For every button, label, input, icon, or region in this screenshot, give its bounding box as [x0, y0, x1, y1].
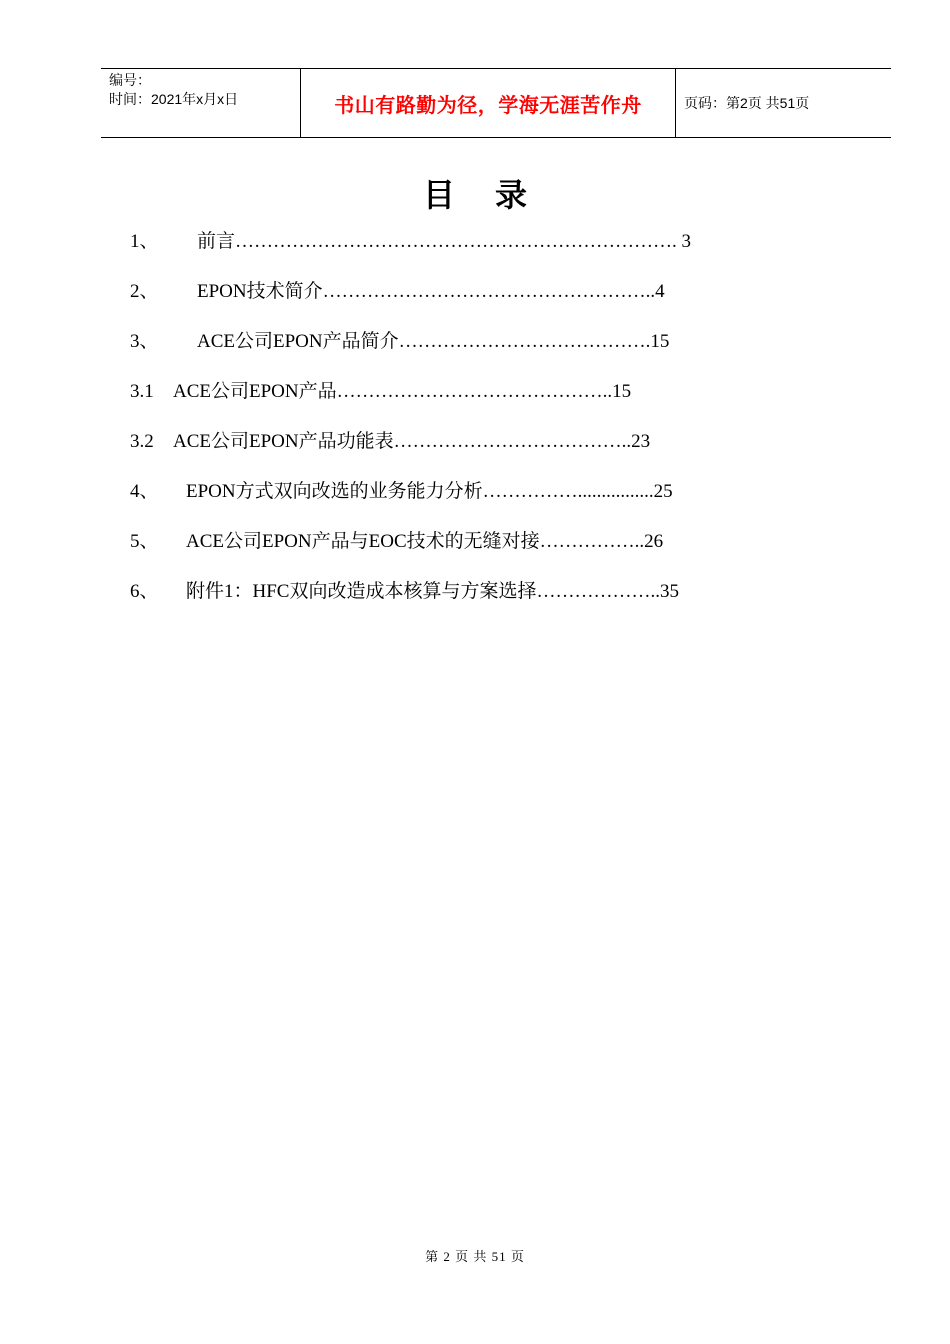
toc-entry-text: EPON方式双向改选的业务能力分析……………................25 [186, 481, 673, 502]
number-label: 编号： [109, 72, 151, 88]
toc-entry[interactable] [130, 479, 673, 505]
header-page-code: 页码：第2页 共51页 [684, 95, 810, 111]
time-label: 时间：2021年x月x日 [109, 91, 239, 107]
toc-entry-number: 5、 [130, 531, 159, 552]
toc-entry[interactable] [130, 429, 650, 455]
toc-entry[interactable] [130, 329, 669, 355]
toc-entry-text: EPON技术简介……………………………………………..4 [197, 281, 665, 302]
toc-entry-number: 3、 [130, 331, 159, 352]
toc-entry-number: 4、 [130, 481, 159, 502]
toc-entry-text: ACE公司EPON产品与EOC技术的无缝对接……………..26 [186, 531, 664, 552]
toc-entry-text: 附件1：HFC双向改造成本核算与方案选择………………..35 [186, 581, 679, 602]
page-header [101, 68, 891, 138]
page-title: 目录 [422, 176, 567, 214]
toc-entry-text: 前言……………………………………………………………. 3 [197, 231, 692, 252]
toc-entry-text: ACE公司EPON产品简介………………………………….15 [197, 331, 670, 352]
toc-entry-text: ACE公司EPON产品……………………………………..15 [173, 381, 632, 402]
toc-entry[interactable] [130, 579, 679, 605]
toc-entry[interactable] [130, 529, 663, 555]
toc-entry-number: 3.1 [130, 381, 154, 402]
toc-entry[interactable] [130, 229, 691, 255]
toc-entry-text: ACE公司EPON产品功能表………………………………..23 [173, 431, 651, 452]
toc-entry-number: 3.2 [130, 431, 154, 452]
page-footer: 第 2 页 共 51 页 [425, 1249, 525, 1264]
header-motto: 书山有路勤为径，学海无涯苦作舟 [301, 69, 676, 137]
toc-entry[interactable] [130, 379, 631, 405]
header-meta [101, 69, 301, 137]
toc-entry-number: 2、 [130, 281, 159, 302]
toc-entry-number: 1、 [130, 231, 159, 252]
toc-entry[interactable] [130, 279, 665, 305]
toc-entry-number: 6、 [130, 581, 159, 602]
